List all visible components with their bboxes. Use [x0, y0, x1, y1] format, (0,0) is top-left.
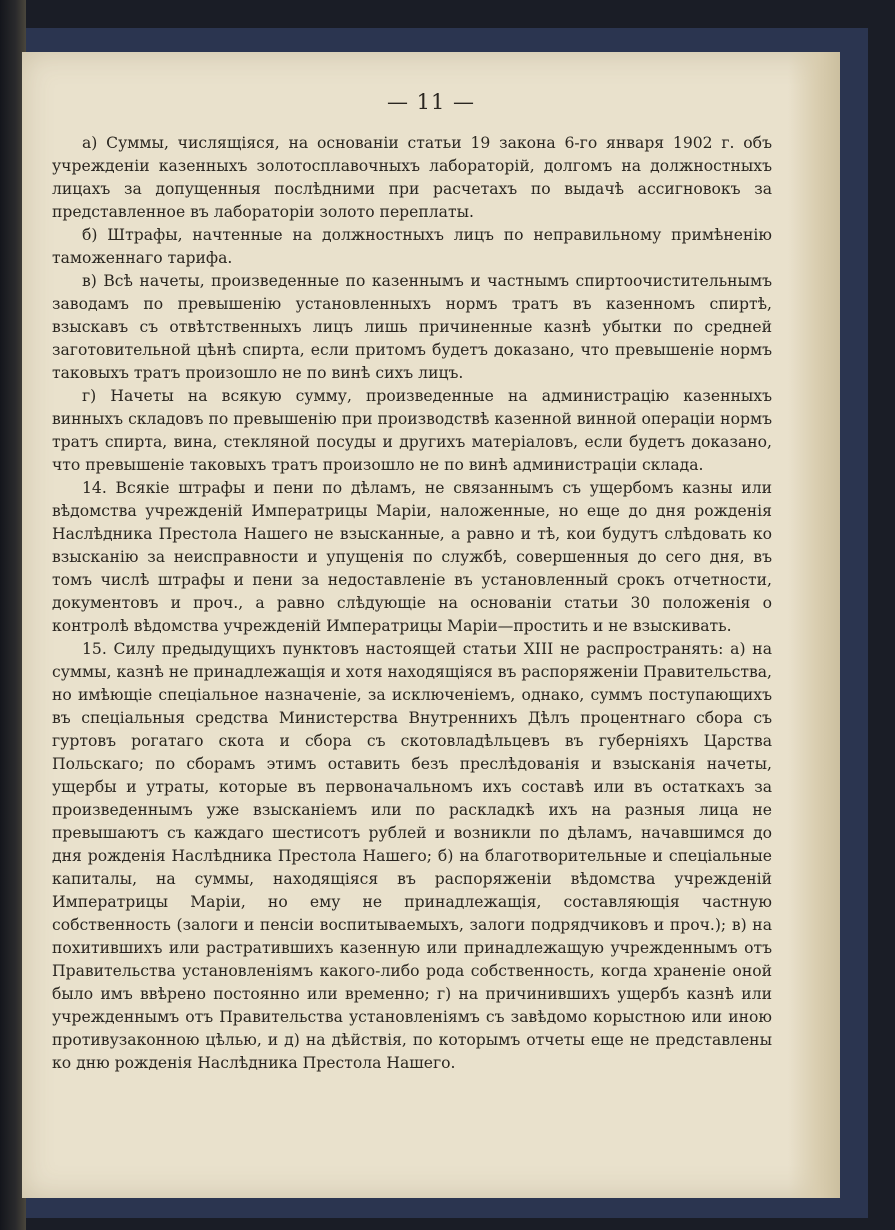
paragraph-a: а) Суммы, числящіяся, на основаніи статьи 19 закона 6-го января 1902 г. объ учрежденіи казенныхъ золотосплавочныхъ лабораторій, долгомъ на должностныхъ лицахъ за допущенныя послѣдними при расчетахъ по выдачѣ ассигновокъ за представленное въ лабораторіи золото переплаты. — [52, 134, 772, 221]
page-edge-shading — [788, 52, 840, 1198]
paragraph-b: б) Штрафы, начтенные на должностныхъ лицъ по неправильному примѣненію таможеннаго тарифа. — [52, 226, 772, 267]
document-page — [22, 52, 840, 1198]
page-number: — 11 — — [386, 90, 476, 114]
paragraph-14: 14. Всякіе штрафы и пени по дѣламъ, не связаннымъ съ ущербомъ казны или вѣдомства учрежденій Императрицы Маріи, наложенные, но еще до дня рожденія Наслѣдника Престола Нашего не взысканные, а равно и тѣ, кои будутъ слѣдовать ко взысканію за неисправности и упущенія по службѣ, совершенныя до сего дня, въ томъ числѣ штрафы и пени за недоставленіе въ установленный срокъ отчетности, документовъ и проч., а равно слѣдующіе на основаніи статьи 30 положенія о контролѣ вѣдомства учрежденій Императрицы Маріи—простить и не взыскивать. — [52, 479, 772, 635]
paragraph-v: в) Всѣ начеты, произведенные по казеннымъ и частнымъ спиртоочистительнымъ заводамъ по превышенію установленныхъ нормъ тратъ въ казенномъ спиртѣ, взыскавъ съ отвѣтственныхъ лицъ лишь причиненные казнѣ убытки по средней заготовительной цѣнѣ спирта, если притомъ будетъ доказано, что превышеніе нормъ таковыхъ тратъ произошло не по винѣ сихъ лицъ. — [52, 272, 772, 382]
paragraph-g: г) Начеты на всякую сумму, произведенные на администрацію казенныхъ винныхъ складовъ по превышенію при производствѣ казенной винной операціи нормъ тратъ спирта, вина, стекляной посуды и другихъ матеріаловъ, если будетъ доказано, что превышеніе таковыхъ тратъ произошло не по винѣ администраціи склада. — [52, 387, 772, 474]
page-body — [52, 132, 772, 1075]
paragraph-15: 15. Силу предыдущихъ пунктовъ настоящей статьи XIII не распространять: а) на суммы, казнѣ не принадлежащія и хотя находящіяся въ распоряженіи Правительства, но имѣющіе спеціальное назначеніе, за исключеніемъ, однако, суммъ поступающихъ въ спеціальныя средства Министерства Внутреннихъ Дѣлъ процентнаго сбора съ гуртовъ рогатаго скота и сбора съ скотовладѣльцевъ въ губерніяхъ Царства Польскаго; по сборамъ этимъ оставить безъ преслѣдованія и взысканія начеты, ущербы и утраты, которые въ первоначальномъ ихъ составѣ или въ остаткахъ за произведеннымъ уже взысканіемъ или по раскладкѣ ихъ на разныя лица не превышаютъ съ каждаго шестисотъ рублей и возникли по дѣламъ, начавшимся до дня рожденія Наслѣдника Престола Нашего; б) на благотворительные и спеціальные капиталы, на суммы, находящіяся въ распоряженіи вѣдомства учрежденій Императрицы Маріи, но ему не принадлежащія, составляющія частную собственность (залоги и пенсіи воспитываемыхъ, залоги подрядчиковъ и проч.); в) на похитившихъ или растратившихъ казенную или принадлежащую учрежденнымъ отъ Правительства установленіямъ какого-либо рода собственность, когда храненіе оной было имъ ввѣрено постоянно или временно; г) на причинившихъ ущербъ казнѣ или учрежденнымъ отъ Правительства установленіямъ съ завѣдомо корыстною или иною противузаконною цѣлью, и д) на дѣйствія, по которымъ отчеты еще не представлены ко дню рожденія Наслѣдника Престола Нашего. — [52, 640, 772, 1072]
